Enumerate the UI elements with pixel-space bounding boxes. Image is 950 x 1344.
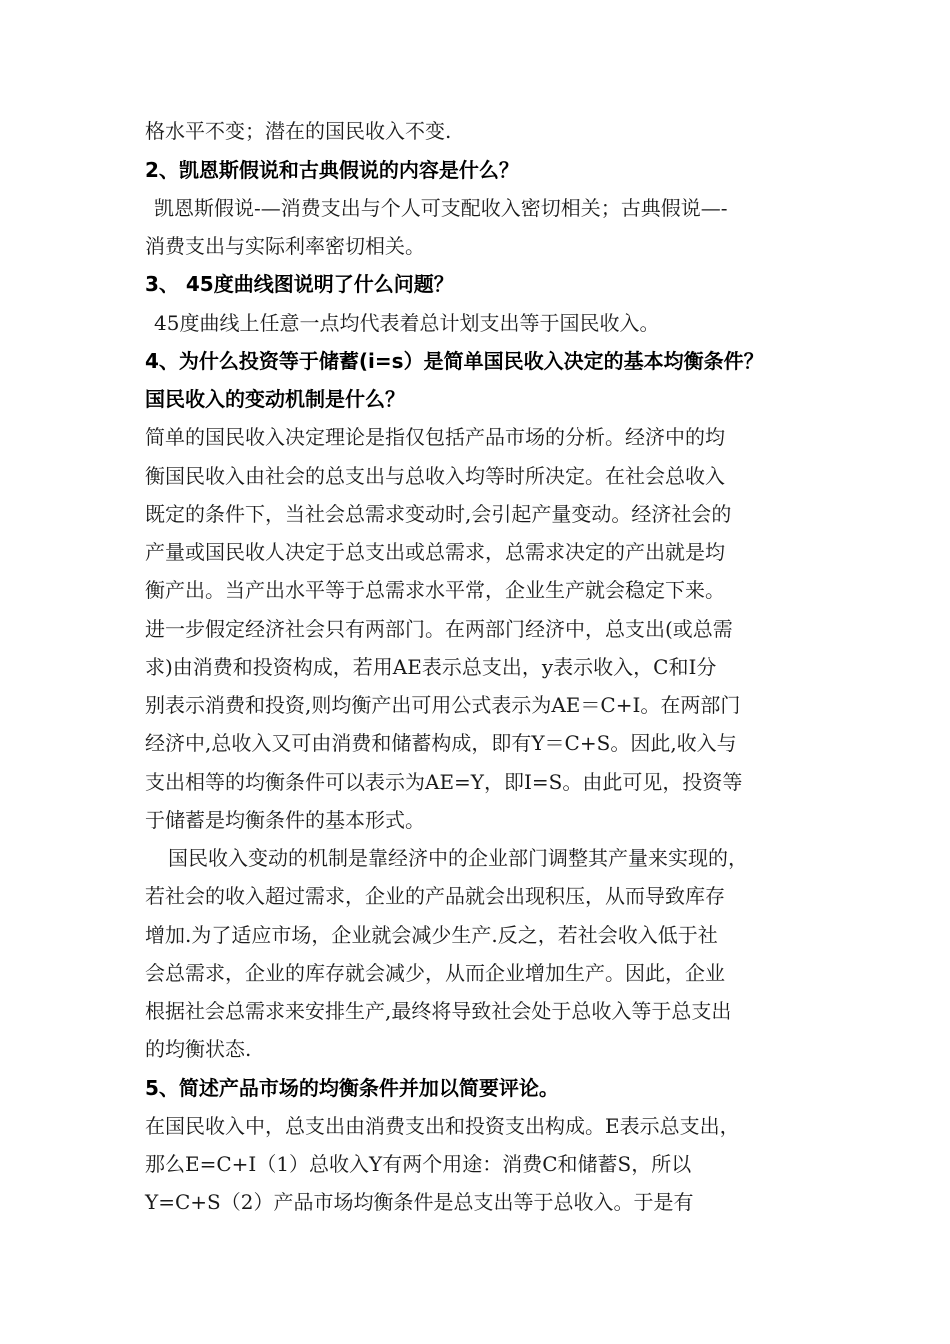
text-line: 求)由消费和投资构成，若用AE表示总支出，y表示收入，C和I分 xyxy=(145,655,717,679)
text-line: 在国民收入中，总支出由消费支出和投资支出构成。E表示总支出， xyxy=(145,1114,740,1138)
text-line: 45度曲线上任意一点均代表着总计划支出等于国民收入。 xyxy=(154,311,660,335)
text-line: Y=C+S（2）产品市场均衡条件是总支出等于总收入。于是有 xyxy=(145,1190,694,1214)
question-heading: 2、凯恩斯假说和古典假说的内容是什么？ xyxy=(145,158,519,182)
text-line: 格水平不变；潜在的国民收入不变. xyxy=(145,119,452,143)
text-line: 国民收入变动的机制是靠经济中的企业部门调整其产量来实现的， xyxy=(168,846,748,870)
text-line: 支出相等的均衡条件可以表示为AE=Y，即I=S。由此可见，投资等 xyxy=(145,770,743,794)
text-line: 消费支出与实际利率密切相关。 xyxy=(145,234,425,258)
text-line: 衡产出。当产出水平等于总需求水平常，企业生产就会稳定下来。 xyxy=(145,578,725,602)
text-line: 既定的条件下，当社会总需求变动时,会引起产量变动。经济社会的 xyxy=(145,502,732,526)
text-line: 凯恩斯假说-—消费支出与个人可支配收入密切相关；古典假说—- xyxy=(154,196,728,220)
text-line: 若社会的收入超过需求，企业的产品就会出现积压，从而导致库存 xyxy=(145,884,725,908)
text-line: 根据社会总需求来安排生产,最终将导致社会处于总收入等于总支出 xyxy=(145,999,732,1023)
question-heading: 4、为什么投资等于储蓄(i=s）是简单国民收入决定的基本均衡条件？ xyxy=(145,349,764,373)
text-line: 进一步假定经济社会只有两部门。在两部门经济中，总支出(或总需 xyxy=(145,617,733,641)
question-heading: 3、 45度曲线图说明了什么问题？ xyxy=(145,272,454,296)
question-heading: 国民收入的变动机制是什么？ xyxy=(145,387,405,411)
text-line: 于储蓄是均衡条件的基本形式。 xyxy=(145,808,425,832)
question-heading: 5、简述产品市场的均衡条件并加以简要评论。 xyxy=(145,1076,559,1100)
text-line: 增加.为了适应市场，企业就会减少生产.反之，若社会收入低于社 xyxy=(145,923,718,947)
text-line: 的均衡状态. xyxy=(145,1037,252,1061)
text-line: 产量或国民收人决定于总支出或总需求，总需求决定的产出就是均 xyxy=(145,540,725,564)
text-line: 别表示消费和投资,则均衡产出可用公式表示为AE＝C+I。在两部门 xyxy=(145,693,741,717)
text-line: 那么E=C+I（1）总收入Y有两个用途：消费C和储蓄S，所以 xyxy=(145,1152,692,1176)
text-line: 经济中,总收入又可由消费和储蓄构成，即有Y＝C+S。因此,收入与 xyxy=(145,731,737,755)
text-line: 衡国民收入由社会的总支出与总收入均等时所决定。在社会总收入 xyxy=(145,464,725,488)
text-line: 简单的国民收入决定理论是指仅包括产品市场的分析。经济中的均 xyxy=(145,425,725,449)
text-line: 会总需求，企业的库存就会减少，从而企业增加生产。因此，企业 xyxy=(145,961,725,985)
